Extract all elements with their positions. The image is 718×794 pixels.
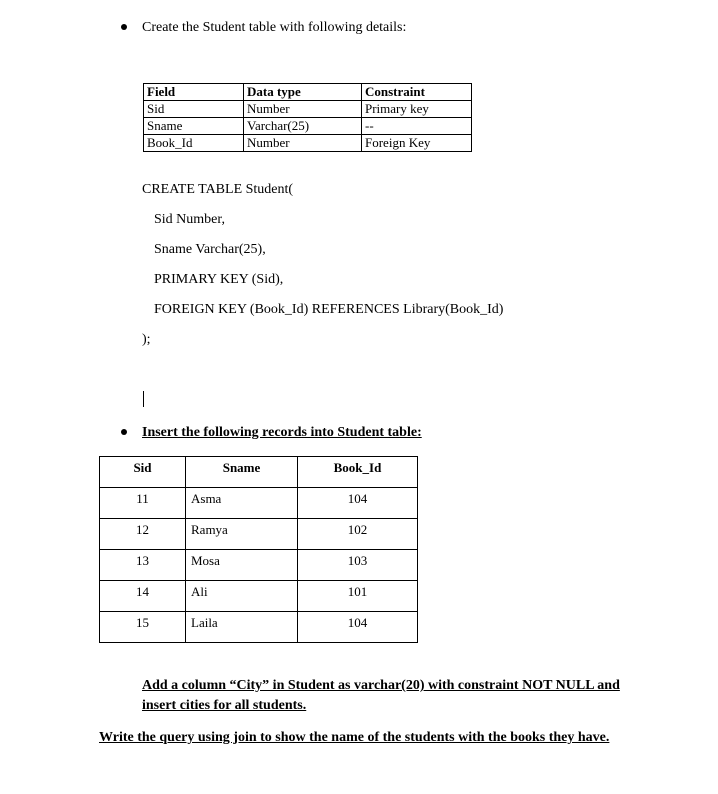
sql-line: PRIMARY KEY (Sid), [154,272,284,287]
schema-cell: Sid [144,101,244,118]
schema-row [144,101,472,118]
sql-line: Sid Number, [154,212,225,227]
header-constraint: Constraint [362,84,472,101]
header-field: Field [144,84,244,101]
schema-cell: Varchar(25) [244,118,362,135]
table-row [100,581,418,612]
table-cell: 104 [298,612,418,643]
instruction-insert-records: Insert the following records into Student table: [142,425,422,440]
sql-line: CREATE TABLE Student( [142,182,294,197]
table-cell: 103 [298,550,418,581]
instruction-add-column-line1: Add a column “City” in Student as varchar(20) with constraint NOT NULL and [142,678,620,693]
sql-line: Sname Varchar(25), [154,242,266,257]
table-cell: 15 [100,612,186,643]
table-cell: Mosa [186,550,298,581]
table-cell: 12 [100,519,186,550]
table-cell: 13 [100,550,186,581]
schema-cell: Primary key [362,101,472,118]
instruction-join-query: Write the query using join to show the name of the students with the books they have. [99,730,610,745]
header-sid: Sid [100,457,186,488]
schema-cell: Number [244,101,362,118]
bullet-2 [121,429,127,435]
header-sname: Sname [186,457,298,488]
table-cell: Laila [186,612,298,643]
table-row [100,550,418,581]
schema-cell: -- [362,118,472,135]
header-data-type: Data type [244,84,362,101]
sql-line: ); [142,332,151,347]
records-table-header [100,457,418,488]
table-cell: Asma [186,488,298,519]
table-row [100,612,418,643]
schema-row [144,118,472,135]
header-book-id: Book_Id [298,457,418,488]
schema-row [144,135,472,152]
schema-table-header [144,84,472,101]
table-cell: Ramya [186,519,298,550]
instruction-add-column-line2: insert cities for all students. [142,698,307,713]
bullet-1 [121,24,127,30]
table-cell: 104 [298,488,418,519]
table-cell: 11 [100,488,186,519]
schema-cell: Sname [144,118,244,135]
instruction-create-table: Create the Student table with following details: [142,20,407,35]
schema-cell: Number [244,135,362,152]
table-cell: Ali [186,581,298,612]
student-records-table [99,456,418,643]
table-row [100,488,418,519]
table-row [100,519,418,550]
student-schema-table [143,83,472,152]
sql-line: FOREIGN KEY (Book_Id) REFERENCES Library(Book_Id) [154,302,504,317]
table-cell: 102 [298,519,418,550]
table-cell: 101 [298,581,418,612]
schema-cell: Foreign Key [362,135,472,152]
text-cursor[interactable] [143,391,144,407]
table-cell: 14 [100,581,186,612]
schema-cell: Book_Id [144,135,244,152]
